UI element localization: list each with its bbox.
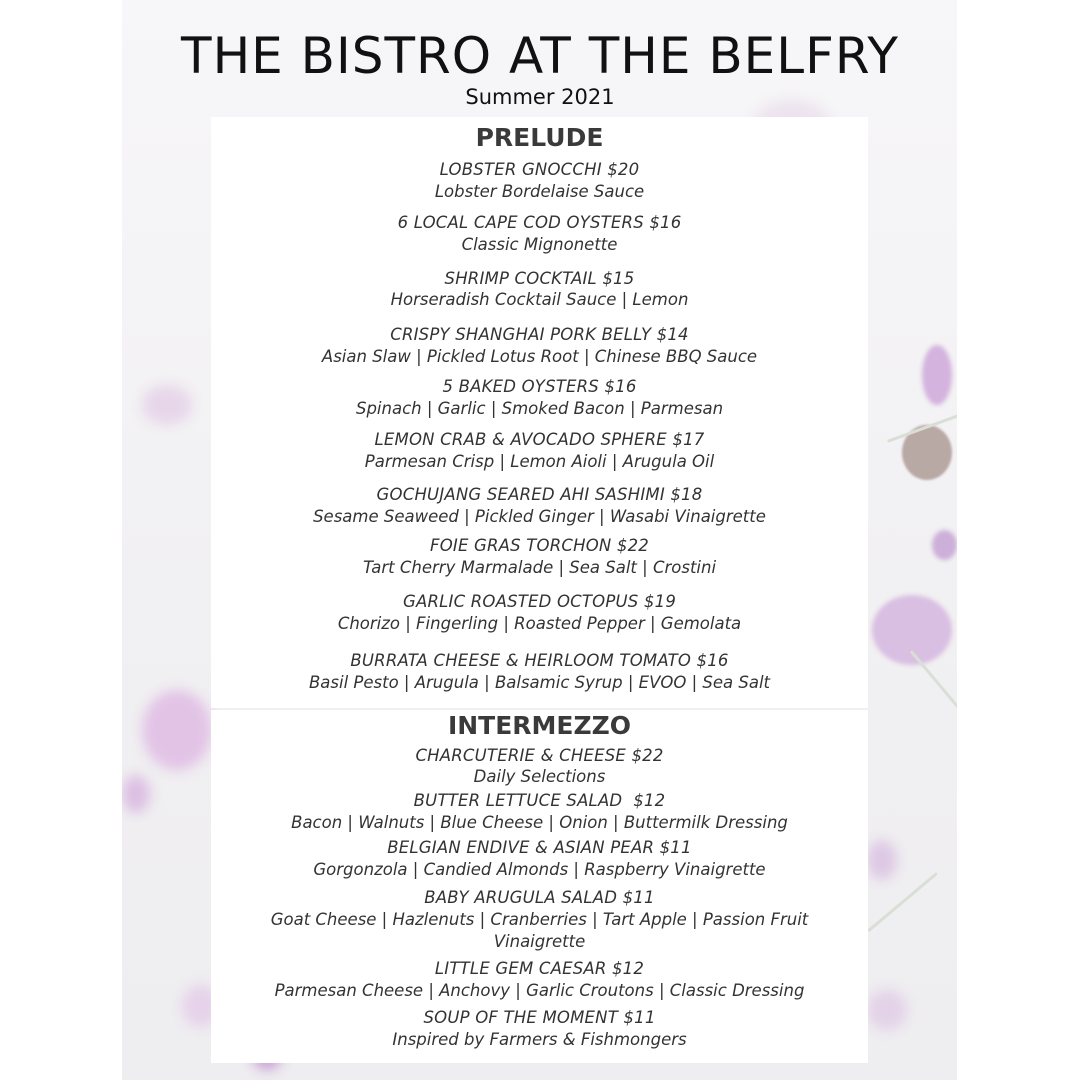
menu-item-description: Chorizo | Fingerling | Roasted Pepper | Gemolata bbox=[337, 614, 742, 633]
menu-item-description: Parmesan Crisp | Lemon Aioli | Arugula Oil bbox=[364, 452, 715, 471]
section-heading-intermezzo: INTERMEZZO bbox=[447, 711, 632, 740]
menu-item-name: BURRATA CHEESE & HEIRLOOM TOMATO $16 bbox=[350, 651, 729, 670]
menu-item-name: BUTTER LETTUCE SALAD $12 bbox=[413, 791, 666, 810]
menu-item-name: BELGIAN ENDIVE & ASIAN PEAR $11 bbox=[387, 838, 692, 857]
menu-item-description: Horseradish Cocktail Sauce | Lemon bbox=[390, 290, 689, 309]
menu-item-description: Spinach | Garlic | Smoked Bacon | Parmesan bbox=[355, 399, 724, 418]
menu-item-name: GOCHUJANG SEARED AHI SASHIMI $18 bbox=[376, 485, 703, 504]
menu-item-name: LOBSTER GNOCCHI $20 bbox=[439, 160, 640, 179]
section-heading-prelude: PRELUDE bbox=[475, 123, 604, 152]
menu-item-description: Basil Pesto | Arugula | Balsamic Syrup | EVOO | Sea Salt bbox=[308, 673, 770, 692]
menu-item-name: SOUP OF THE MOMENT $11 bbox=[423, 1008, 656, 1027]
menu-item-description: Parmesan Cheese | Anchovy | Garlic Croutons | Classic Dressing bbox=[274, 981, 805, 1000]
season-subtitle: Summer 2021 bbox=[465, 85, 615, 109]
menu-item-description: Asian Slaw | Pickled Lotus Root | Chinese BBQ Sauce bbox=[321, 347, 758, 366]
menu-item-description: Vinaigrette bbox=[493, 932, 586, 951]
restaurant-title: THE BISTRO AT THE BELFRY bbox=[181, 27, 899, 85]
menu-item-name: BABY ARUGULA SALAD $11 bbox=[424, 888, 655, 907]
menu-item-description: Classic Mignonette bbox=[461, 235, 618, 254]
menu-content bbox=[211, 0, 868, 1080]
menu-item-description: Tart Cherry Marmalade | Sea Salt | Crostini bbox=[362, 558, 717, 577]
menu-item-name: 5 BAKED OYSTERS $16 bbox=[442, 377, 637, 396]
menu-item-description: Sesame Seaweed | Pickled Ginger | Wasabi Vinaigrette bbox=[313, 507, 766, 526]
menu-item-description: Gorgonzola | Candied Almonds | Raspberry Vinaigrette bbox=[313, 860, 766, 879]
menu-item-name: SHRIMP COCKTAIL $15 bbox=[444, 269, 635, 288]
menu-item-description: Bacon | Walnuts | Blue Cheese | Onion | Buttermilk Dressing bbox=[291, 813, 788, 832]
menu-item-name: LITTLE GEM CAESAR $12 bbox=[434, 959, 645, 978]
menu-item-name: GARLIC ROASTED OCTOPUS $19 bbox=[402, 592, 677, 611]
menu-item-description: Inspired by Farmers & Fishmongers bbox=[392, 1030, 687, 1049]
menu-item-name: 6 LOCAL CAPE COD OYSTERS $16 bbox=[397, 213, 682, 232]
menu-item-name: FOIE GRAS TORCHON $22 bbox=[430, 536, 649, 555]
menu-item-name: CHARCUTERIE & CHEESE $22 bbox=[415, 746, 664, 765]
menu-item-name: LEMON CRAB & AVOCADO SPHERE $17 bbox=[374, 430, 705, 449]
menu-item-description: Lobster Bordelaise Sauce bbox=[434, 182, 645, 201]
menu-item-description: Daily Selections bbox=[473, 767, 606, 786]
menu-item-name: CRISPY SHANGHAI PORK BELLY $14 bbox=[390, 325, 689, 344]
menu-item-description: Goat Cheese | Hazlenuts | Cranberries | Tart Apple | Passion Fruit bbox=[270, 910, 809, 929]
